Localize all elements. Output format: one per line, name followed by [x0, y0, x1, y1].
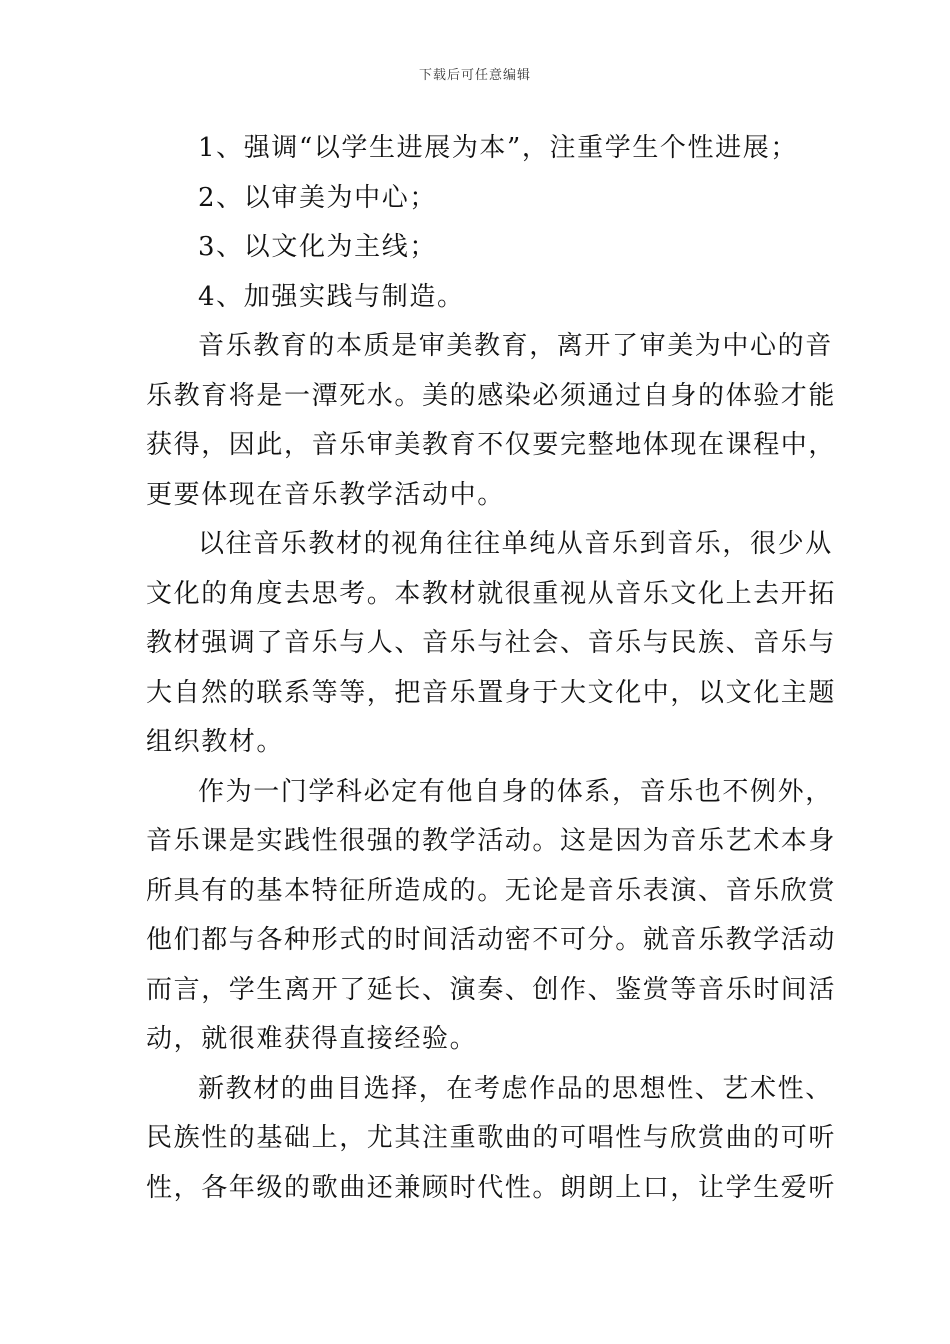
paragraph-line: 民族性的基础上，尤其注重歌曲的可唱性与欣赏曲的可听: [146, 1123, 837, 1153]
paragraph-line: 动，就很难获得直接经验。: [146, 1024, 478, 1054]
paragraph-4: [146, 1065, 837, 1214]
list-item-1: 1、强调“以学生进展为本”，注重学生个性进展；: [198, 133, 798, 163]
paragraph-line: 以往音乐教材的视角往往单纯从音乐到音乐，很少从: [198, 529, 833, 559]
paragraph-line: 组织教材。: [146, 727, 285, 757]
list-item-2: 2、以审美为中心；: [198, 182, 437, 213]
list-item-3: 3、以文化为主线；: [198, 232, 437, 262]
paragraph-line: 教材强调了音乐与人、音乐与社会、音乐与民族、音乐与: [146, 628, 837, 658]
paragraph-1: [146, 322, 837, 520]
paragraph-line: 所具有的基本特征所造成的。无论是音乐表演、音乐欣赏: [146, 875, 837, 906]
document-body: [146, 124, 837, 1213]
paragraph-line: 获得，因此，音乐审美教育不仅要完整地体现在课程中，: [146, 430, 837, 460]
paragraph-line: 更要体现在音乐教学活动中。: [146, 479, 505, 510]
paragraph-3: [146, 768, 837, 1065]
paragraph-line: 新教材的曲目选择，在考虑作品的思想性、艺术性、: [198, 1073, 833, 1104]
header-note: 下载后可任意编辑: [418, 68, 531, 83]
paragraph-line: 音乐教育的本质是审美教育，离开了审美为中心的音: [198, 331, 833, 361]
paragraph-line: 而言，学生离开了延长、演奏、创作、鉴赏等音乐时间活: [146, 974, 837, 1005]
paragraph-line: 音乐课是实践性很强的教学活动。这是因为音乐艺术本身: [146, 826, 837, 856]
paragraph-line: 大自然的联系等等，把音乐置身于大文化中，以文化主题: [146, 677, 837, 708]
paragraph-line: 作为一门学科必定有他自身的体系，音乐也不例外，: [198, 776, 833, 807]
paragraph-line: 乐教育将是一潭死水。美的感染必须通过自身的体验才能: [146, 380, 837, 411]
list-item-4: 4、加强实践与制造。: [198, 281, 465, 312]
paragraph-line: 性，各年级的歌曲还兼顾时代性。朗朗上口，让学生爱听: [146, 1172, 837, 1203]
paragraph-2: [146, 520, 837, 768]
paragraph-line: 他们都与各种形式的时间活动密不可分。就音乐教学活动: [146, 925, 837, 955]
paragraph-line: 文化的角度去思考。本教材就很重视从音乐文化上去开拓: [146, 578, 837, 609]
